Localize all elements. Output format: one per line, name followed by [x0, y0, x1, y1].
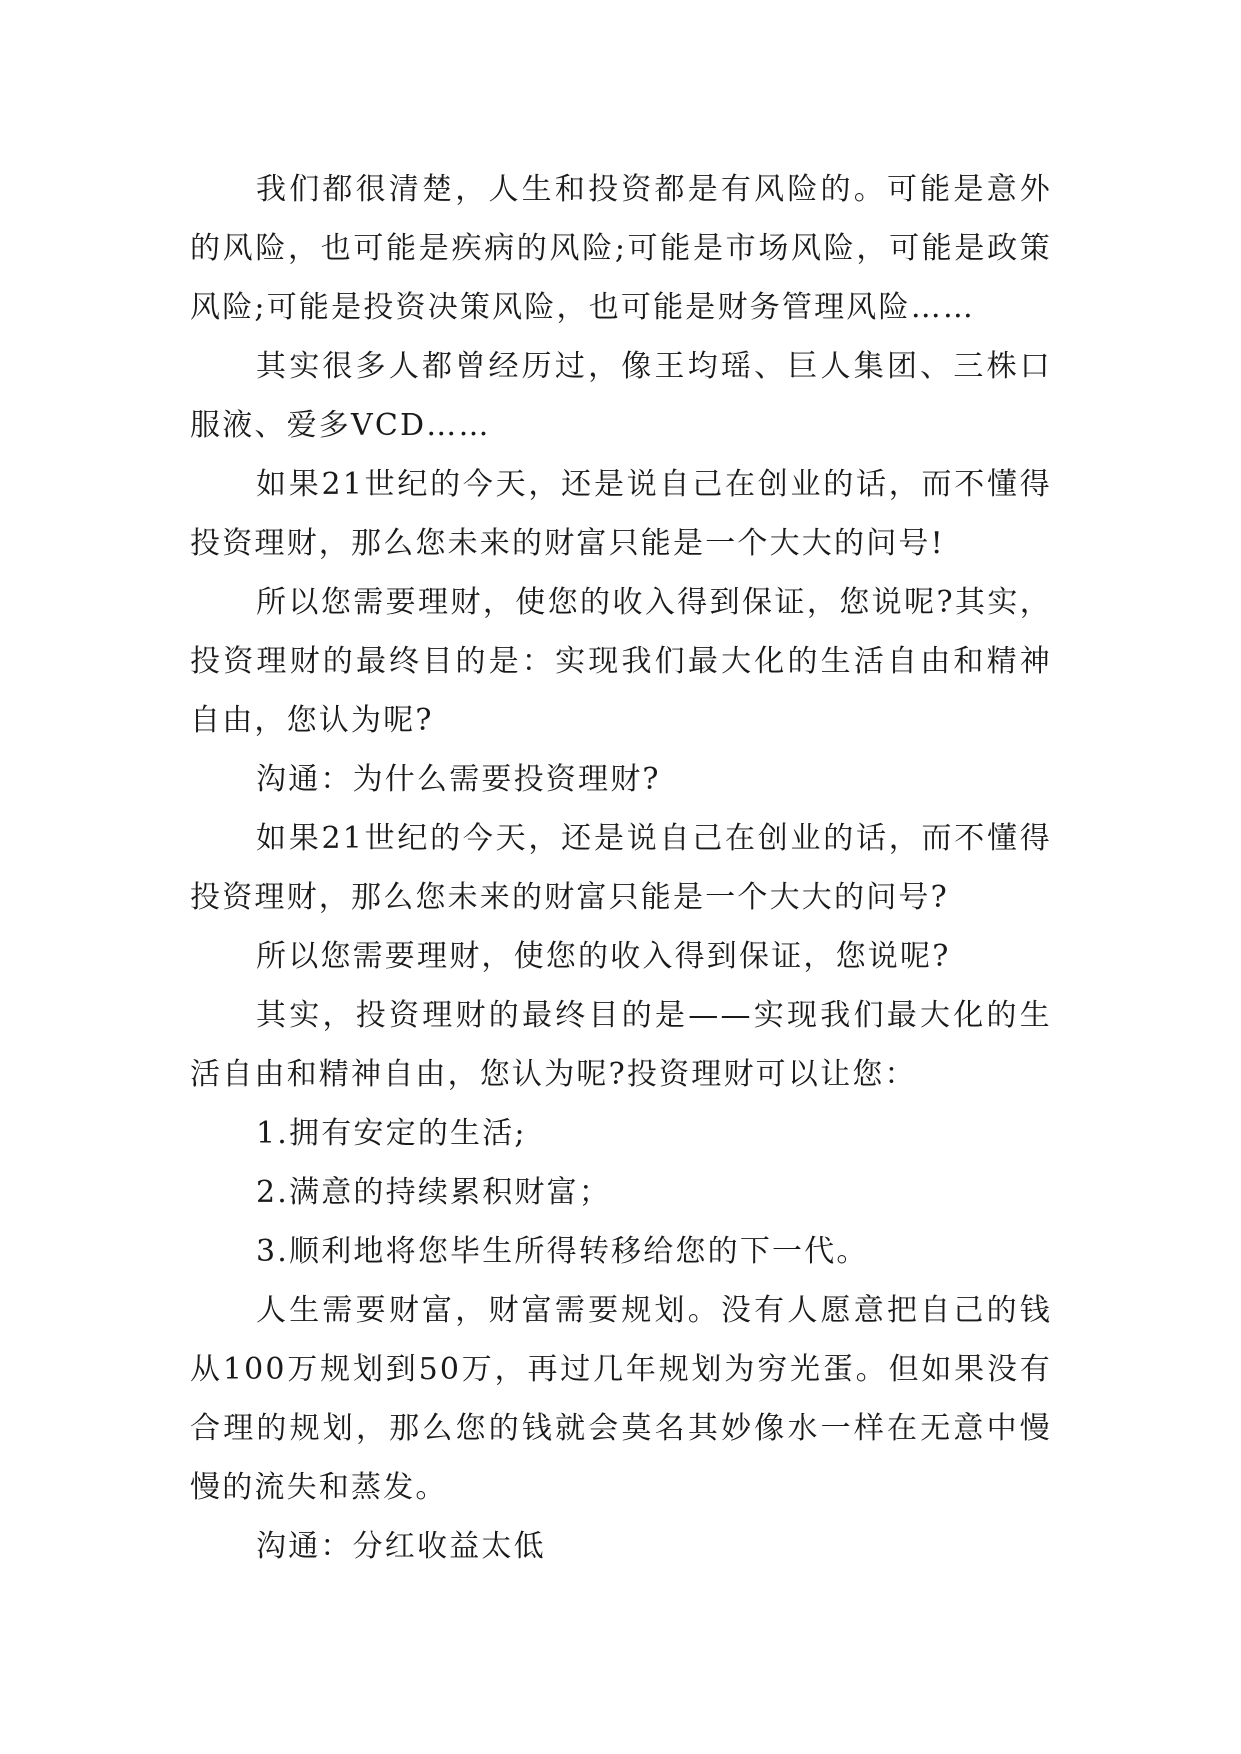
paragraph-income-guarantee: 所以您需要理财，使您的收入得到保证，您说呢? [256, 939, 951, 974]
list-item-3: 3.顺利地将您毕生所得转移给您的下一代。 [256, 1234, 869, 1269]
paragraph-21st-century: 如果21世纪的今天，还是说自己在创业的话，而不懂得投资理财，那么您未来的财富只能是一个大大的问号! [190, 467, 1052, 561]
list-item-1: 1.拥有安定的生活; [256, 1116, 527, 1151]
paragraph-ultimate-goal: 其实，投资理财的最终目的是——实现我们最大化的生活自由和精神自由，您认为呢?投资理财可以让您： [190, 998, 1052, 1092]
paragraph-21st-century-repeat: 如果21世纪的今天，还是说自己在创业的话，而不懂得投资理财，那么您未来的财富只能是一个大大的问号? [190, 821, 1052, 915]
document-page [190, 160, 1052, 1576]
paragraph-need-finance: 所以您需要理财，使您的收入得到保证，您说呢?其实，投资理财的最终目的是：实现我们最大化的生活自由和精神自由，您认为呢? [190, 585, 1052, 738]
list-item-2: 2.满意的持续累积财富； [256, 1175, 612, 1210]
paragraph-heading-low-dividend: 沟通：分红收益太低 [256, 1529, 546, 1564]
paragraph-risk-intro: 我们都很清楚，人生和投资都是有风险的。可能是意外的风险，也可能是疾病的风险;可能是市场风险，可能是政策风险;可能是投资决策风险，也可能是财务管理风险…… [190, 172, 1052, 325]
paragraph-wealth-planning: 人生需要财富，财富需要规划。没有人愿意把自己的钱从100万规划到50万，再过几年规划为穷光蛋。但如果没有合理的规划，那么您的钱就会莫名其妙像水一样在无意中慢慢的流失和蒸发。 [190, 1293, 1052, 1505]
paragraph-examples: 其实很多人都曾经历过，像王均瑶、巨人集团、三株口服液、爱多VCD…… [190, 349, 1052, 443]
paragraph-heading-why-invest: 沟通：为什么需要投资理财? [256, 762, 661, 797]
